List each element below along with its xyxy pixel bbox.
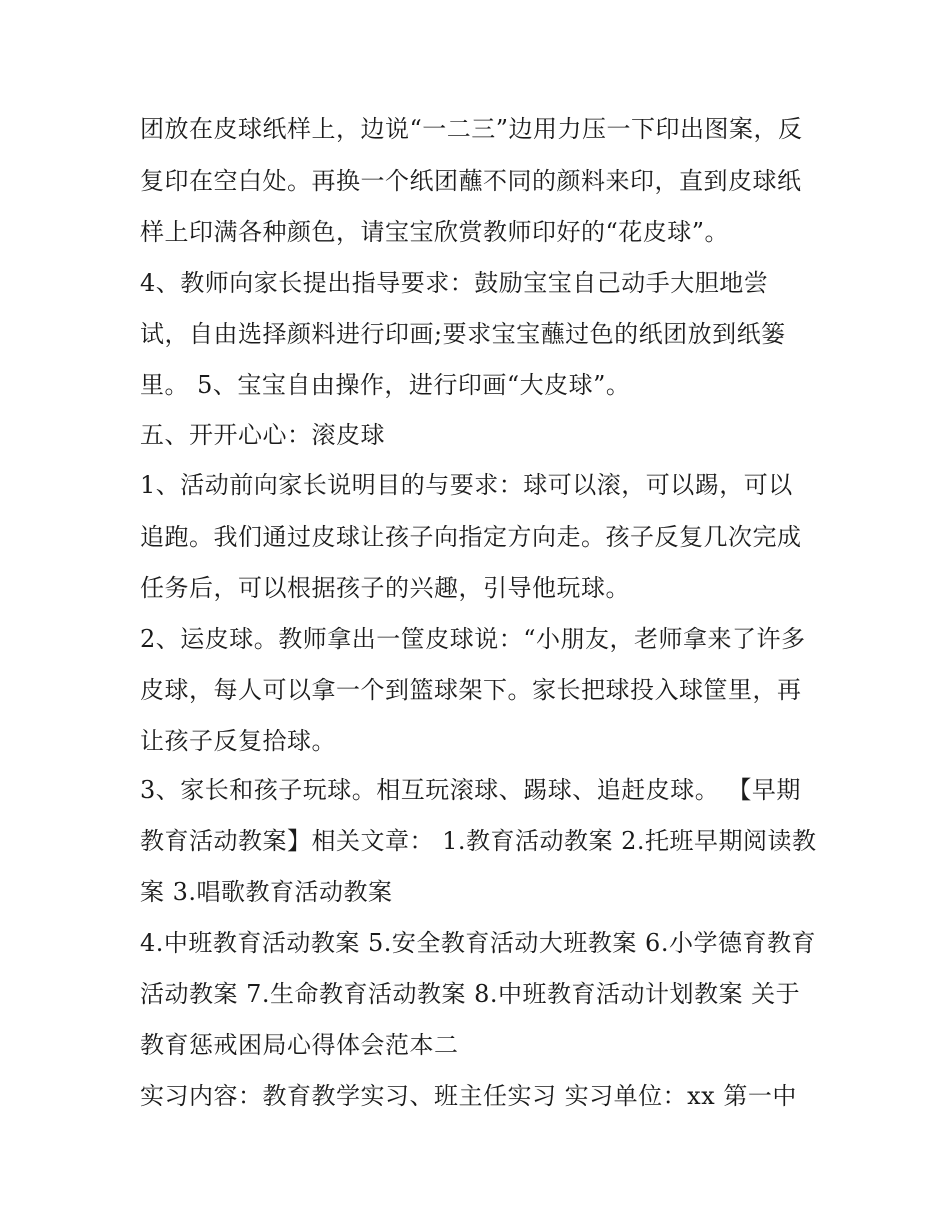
text-line: 教育惩戒困局心得体会范本二 bbox=[140, 1031, 459, 1059]
text-line: 让孩子反复拾球。 bbox=[140, 727, 336, 755]
text-line: 教育活动教案】相关文章： 1.教育活动教案 2.托班早期阅读教 bbox=[140, 827, 817, 855]
text-line: 样上印满各种颜色，请宝宝欣赏教师印好的“花皮球”。 bbox=[140, 218, 730, 246]
text-line: 试，自由选择颜料进行印画;要求宝宝蘸过色的纸团放到纸篓 bbox=[140, 320, 786, 348]
text-line: 实习内容：教育教学实习、班主任实习 实习单位：xx 第一中 bbox=[140, 1082, 797, 1110]
text-line: 4.中班教育活动教案 5.安全教育活动大班教案 6.小学德育教育 bbox=[140, 929, 816, 957]
text-line: 4、教师向家长提出指导要求：鼓励宝宝自己动手大胆地尝 bbox=[140, 269, 769, 297]
text-line: 追跑。我们通过皮球让孩子向指定方向走。孩子反复几次完成 bbox=[140, 523, 802, 551]
text-line: 3、家长和孩子玩球。相互玩滚球、踢球、追赶皮球。 【早期 bbox=[140, 776, 801, 804]
text-line: 活动教案 7.生命教育活动教案 8.中班教育活动计划教案 关于 bbox=[140, 980, 801, 1008]
section-heading: 五、开开心心：滚皮球 bbox=[140, 421, 385, 449]
text-line: 任务后，可以根据孩子的兴趣，引导他玩球。 bbox=[140, 574, 630, 602]
text-line: 2、运皮球。教师拿出一筐皮球说：“小朋友，老师拿来了许多 bbox=[140, 625, 806, 653]
text-line: 里。 5、宝宝自由操作，进行印画“大皮球”。 bbox=[140, 371, 631, 399]
text-line: 案 3.唱歌教育活动教案 bbox=[140, 878, 393, 906]
text-line: 团放在皮球纸样上，边说“一二三”边用力压一下印出图案，反 bbox=[140, 115, 803, 143]
text-line: 复印在空白处。再换一个纸团蘸不同的颜料来印，直到皮球纸 bbox=[140, 167, 802, 195]
text-line: 皮球，每人可以拿一个到篮球架下。家长把球投入球筐里，再 bbox=[140, 676, 802, 704]
text-line: 1、活动前向家长说明目的与要求：球可以滚，可以踢，可以 bbox=[140, 471, 793, 499]
